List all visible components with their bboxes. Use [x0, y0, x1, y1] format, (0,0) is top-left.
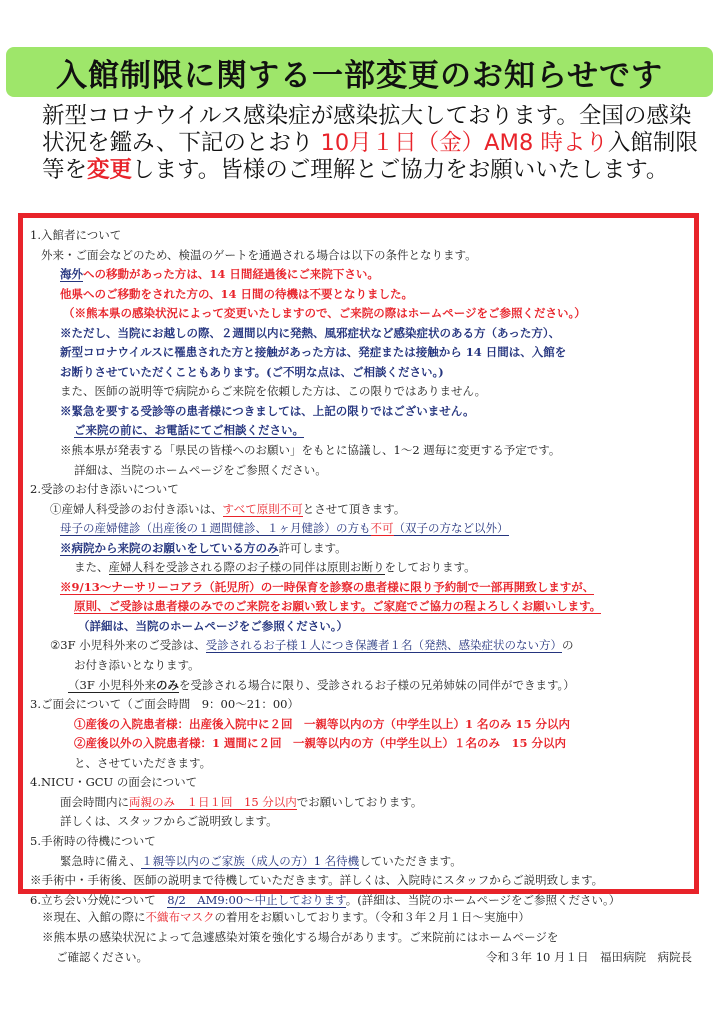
signature: 令和３年 10 月１日 福田病院 病院長 [486, 950, 692, 964]
footer-line: ※熊本県の感染状況によって急遽感染対策を強化する場合があります。ご来院前にはホームページを [42, 930, 559, 944]
notice-line: ②産後以外の入院患者様：1 週間に２回 一親等以内の方（中学生以上）１名のみ 15 分以内 [74, 736, 567, 751]
notice-line: ※熊本県が発表する「県民の皆様へのお願い」をもとに協議し、1〜2 週毎に変更する予定です。 [60, 443, 561, 458]
page-title: 入館制限に関する一部変更のお知らせです [55, 57, 664, 94]
notice-line: ②3F 小児科外来のご受診は、受診されるお子様１人につき保護者１名（発熱、感染症状のない方）の [50, 638, 574, 653]
notice-line: と、させていただきます。 [74, 755, 212, 770]
notice-line: ※手術中・手術後、医師の説明まで待機していただきます。詳しくは、入院時にスタッフからご説明致します。 [30, 873, 604, 888]
title-banner [6, 47, 713, 97]
notice-line: ご来院の前に、お電話にてご相談ください。 [74, 423, 304, 438]
notice-line: 他県へのご移動をされた方の、14 日間の待機は不要となりました。 [60, 286, 414, 301]
footer-line: ご確認ください。 令和３年 10 月１日 福田病院 病院長 [42, 947, 692, 967]
intro-text: 新型コロナウイルス感染症が感染拡大しております。全国の感染状況を鑑み、下記のとおり [42, 103, 692, 156]
notice-line: ※緊急を要する受診等の患者様につきましては、上記の限りではございません。 [60, 403, 475, 418]
section-heading-birth: 6.立ち会い分娩について 8/2 AM9:00〜中止しております。(詳細は、当院のホームページをご参照ください。） [30, 892, 621, 907]
notice-line: 外来・ご面会などのため、検温のゲートを通過される場合は以下の条件となります。 [41, 247, 477, 262]
notice-line: 原則、ご受診は患者様のみでのご来院をお願い致します。ご家庭でご協力の程よろしくお願いします。 [74, 599, 602, 614]
change-highlight: 変更 [87, 157, 133, 183]
notice-line: ①産後の入院患者様：出産後入院中に２回 一親等以内の方（中学生以上）1 名のみ 15 分以内 [74, 716, 571, 731]
notice-content [30, 226, 700, 910]
notice-line: お断りさせていただくこともあります。(ご不明な点は、ご相談ください。) [60, 364, 444, 379]
notice-line: ※ただし、当院にお越しの際、２週間以内に発熱、風邪症状など感染症状のある方（あった方）、 [60, 325, 561, 340]
section-heading-surgery: 5.手術時の待機について [30, 833, 156, 848]
notice-line: （※熊本県の感染状況によって変更いたしますので、ご来院の際はホームページをご参照ください。） [63, 306, 586, 321]
notice-line: ※9/13〜ナーサリーコアラ（託児所）の一時保育を診察の患者様に限り予約制で一部再開致しますが、 [60, 579, 595, 594]
section-heading-visit: 3.ご面会について（ご面会時間 9：00〜21：00） [30, 697, 299, 712]
notice-line: ※病院から来院のお願いをしている方のみ許可します。 [60, 540, 347, 555]
section-heading-escort: 2.受診のお付き添いについて [30, 482, 179, 497]
notice-line: 面会時間内に両親のみ １日１回 15 分以内でお願いしております。 [60, 794, 423, 809]
notice-line: 緊急時に備え、１親等以内のご家族（成人の方）1 名待機していただきます。 [60, 853, 462, 868]
intro-paragraph [42, 103, 710, 184]
footer-notes [42, 907, 692, 967]
section-heading-entry: 1.入館者について [30, 228, 122, 242]
notice-line: 詳細は、当院のホームページをご参照ください。 [74, 462, 327, 477]
notice-line: 新型コロナウイルスに罹患された方と接触があった方は、発症または接触から 14 日間は、入館を [60, 345, 567, 360]
notice-line: ①産婦人科受診のお付き添いは、すべて原則不可とさせて頂きます。 [50, 501, 406, 516]
notice-line: また、産婦人科を受診される際のお子様の同伴は原則お断りをしております。 [74, 560, 476, 575]
notice-line: （3F 小児科外来のみを受診される場合に限り、受診されるお子様の兄弟姉妹の同伴ができます。） [68, 677, 575, 692]
intro-text: します。皆様のご理解とご協力をお願いいたします。 [132, 157, 669, 183]
intro-text: 入館制限等を [42, 130, 698, 183]
notice-line: （詳細は、当院のホームページをご参照ください。） [78, 618, 349, 633]
start-date: 10月１日（金）AM8 時より [320, 130, 608, 156]
section-heading-nicu: 4.NICU・GCU の面会について [30, 775, 198, 790]
notice-line: 詳しくは、スタッフからご説明致します。 [60, 814, 278, 829]
notice-line: 母子の産婦健診（出産後の１週間健診、１ヶ月健診）の方も不可（双子の方など以外） [60, 521, 509, 536]
notice-line: お付き添いとなります。 [74, 658, 200, 673]
notice-line: 海外への移動があった方は、14 日間経過後にご来院下さい。 [60, 267, 379, 282]
footer-line: ※現在、入館の際に不織布マスクの着用をお願いしております。（令和３年２月１日〜実施中） [42, 910, 530, 924]
notice-line: また、医師の説明等で病院からご来院を依頼した方は、この限りではありません。 [60, 384, 487, 399]
